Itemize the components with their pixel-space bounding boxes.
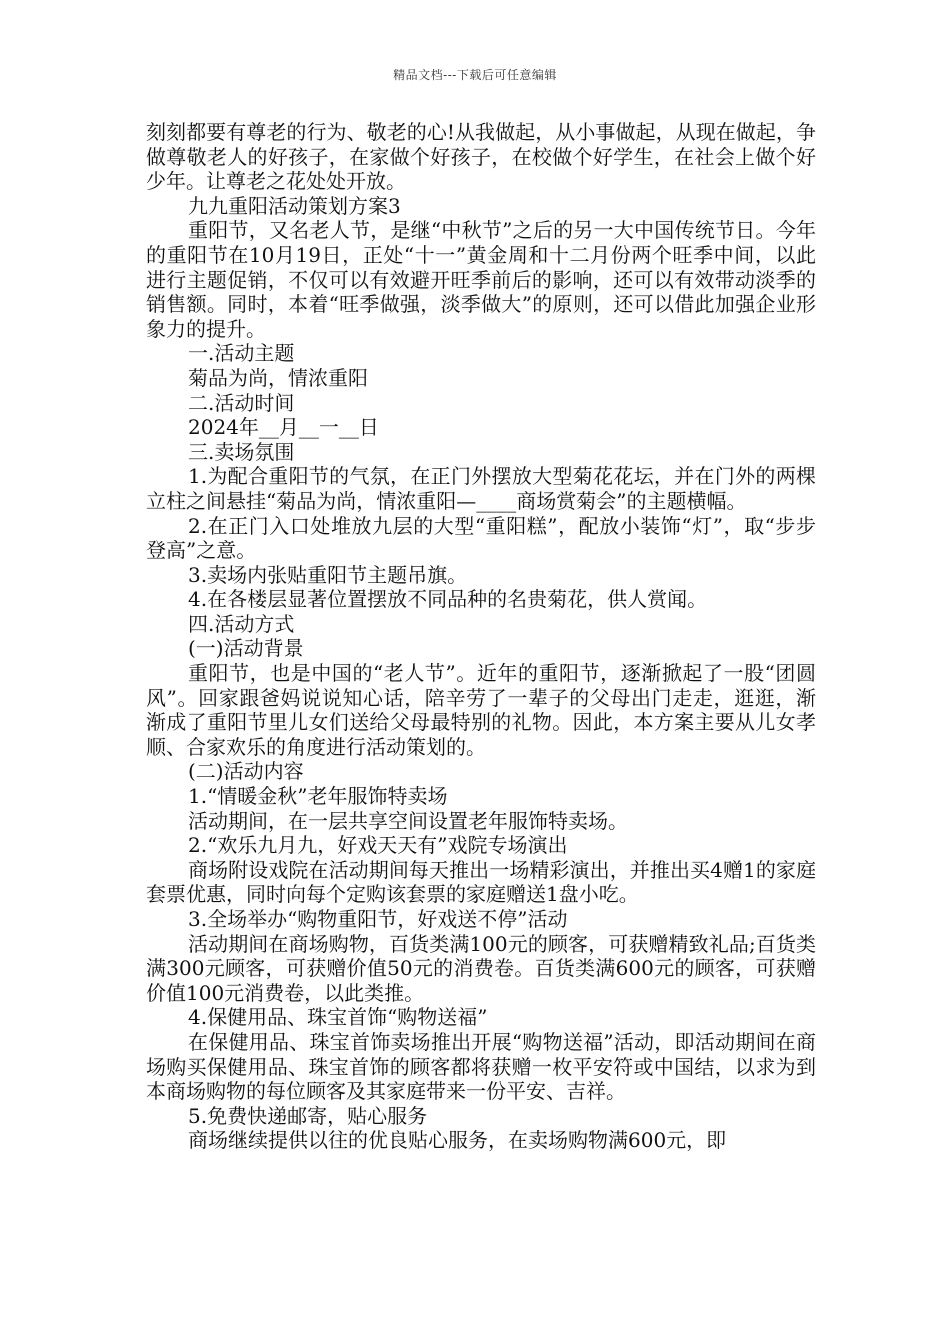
list-item: 1.为配合重阳节的气氛，在正门外摆放大型菊花花坛，并在门外的两棵立柱之间悬挂“菊品为尚，情浓重阳—____商场赏菊会”的主题横幅。 (146, 464, 816, 513)
section-heading: 一.活动主题 (188, 341, 295, 366)
paragraph: 刻刻都要有尊老的行为、敬老的心!从我做起，从小事做起，从现在做起，争做尊敬老人的好孩子，在家做个好孩子，在校做个好学生，在社会上做个好少年。让尊老之花处处开放。 (146, 120, 816, 194)
paragraph: 活动期间在商场购物，百货类满100元的顾客，可获赠精致礼品;百货类满300元顾客，可获赠价值50元的消费卷。百货类满600元的顾客，可获赠价值100元消费卷，以此类推。 (146, 931, 816, 1005)
paragraph: 菊品为尚，情浓重阳 (188, 365, 368, 390)
page-header: 精品文档---下载后可任意编辑 (393, 68, 557, 82)
paragraph: 2024年__月__一__日 (188, 415, 379, 440)
section-heading: 四.活动方式 (188, 611, 295, 636)
list-item: 3.卖场内张贴重阳节主题吊旗。 (188, 562, 468, 587)
document-body (146, 120, 816, 1153)
paragraph: 活动期间，在一层共享空间设置老年服饰特卖场。 (188, 808, 628, 833)
paragraph: 重阳节，也是中国的“老人节”。近年的重阳节，逐渐掀起了一股“团圆风”。回家跟爸妈说说知心话，陪辛劳了一辈子的父母出门走走，逛逛，渐渐成了重阳节里儿女们送给父母最特别的礼物。因此，本方案主要从儿女孝顺、合家欢乐的角度进行活动策划的。 (146, 661, 816, 759)
list-item: 2.“欢乐九月九，好戏天天有”戏院专场演出 (188, 833, 568, 858)
paragraph: 在保健用品、珠宝首饰卖场推出开展“购物送福”活动，即活动期间在商场购买保健用品、珠宝首饰的顾客都将获赠一枚平安符或中国结，以求为到本商场购物的每位顾客及其家庭带来一份平安、吉祥。 (146, 1029, 816, 1104)
paragraph: 重阳节，又名老人节，是继“中秋节”之后的另一大中国传统节日。今年的重阳节在10月19日，正处“十一”黄金周和十二月份两个旺季中间，以此进行主题促销，不仅可以有效避开旺季前后的影响，还可以有效带动淡季的销售额。同时，本着“旺季做强，淡季做大”的原则，还可以借此加强企业形象力的提升。 (146, 218, 816, 341)
list-item: 1.“情暖金秋”老年服饰特卖场 (188, 784, 448, 809)
list-item: 3.全场举办“购物重阳节，好戏送不停”活动 (188, 907, 568, 931)
list-item: 2.在正门入口处堆放九层的大型“重阳糕”，配放小装饰“灯”，取“步步登高”之意。 (146, 513, 816, 563)
subsection-heading: (一)活动背景 (188, 636, 304, 661)
section-heading: 二.活动时间 (188, 390, 295, 415)
list-item: 5.免费快递邮寄，贴心服务 (188, 1103, 428, 1128)
list-item: 4.保健用品、珠宝首饰“购物送福” (188, 1005, 488, 1030)
paragraph: 商场继续提供以往的优良贴心服务，在卖场购物满600元，即 (188, 1128, 727, 1153)
list-item: 4.在各楼层显著位置摆放不同品种的名贵菊花，供人赏闻。 (188, 587, 708, 612)
subsection-heading: (二)活动内容 (188, 759, 304, 784)
paragraph: 商场附设戏院在活动期间每天推出一场精彩演出，并推出买4赠1的家庭套票优惠，同时向每个定购该套票的家庭赠送1盘小吃。 (146, 857, 816, 907)
section-title: 九九重阳活动策划方案3 (188, 193, 401, 218)
section-heading: 三.卖场氛围 (188, 439, 295, 464)
